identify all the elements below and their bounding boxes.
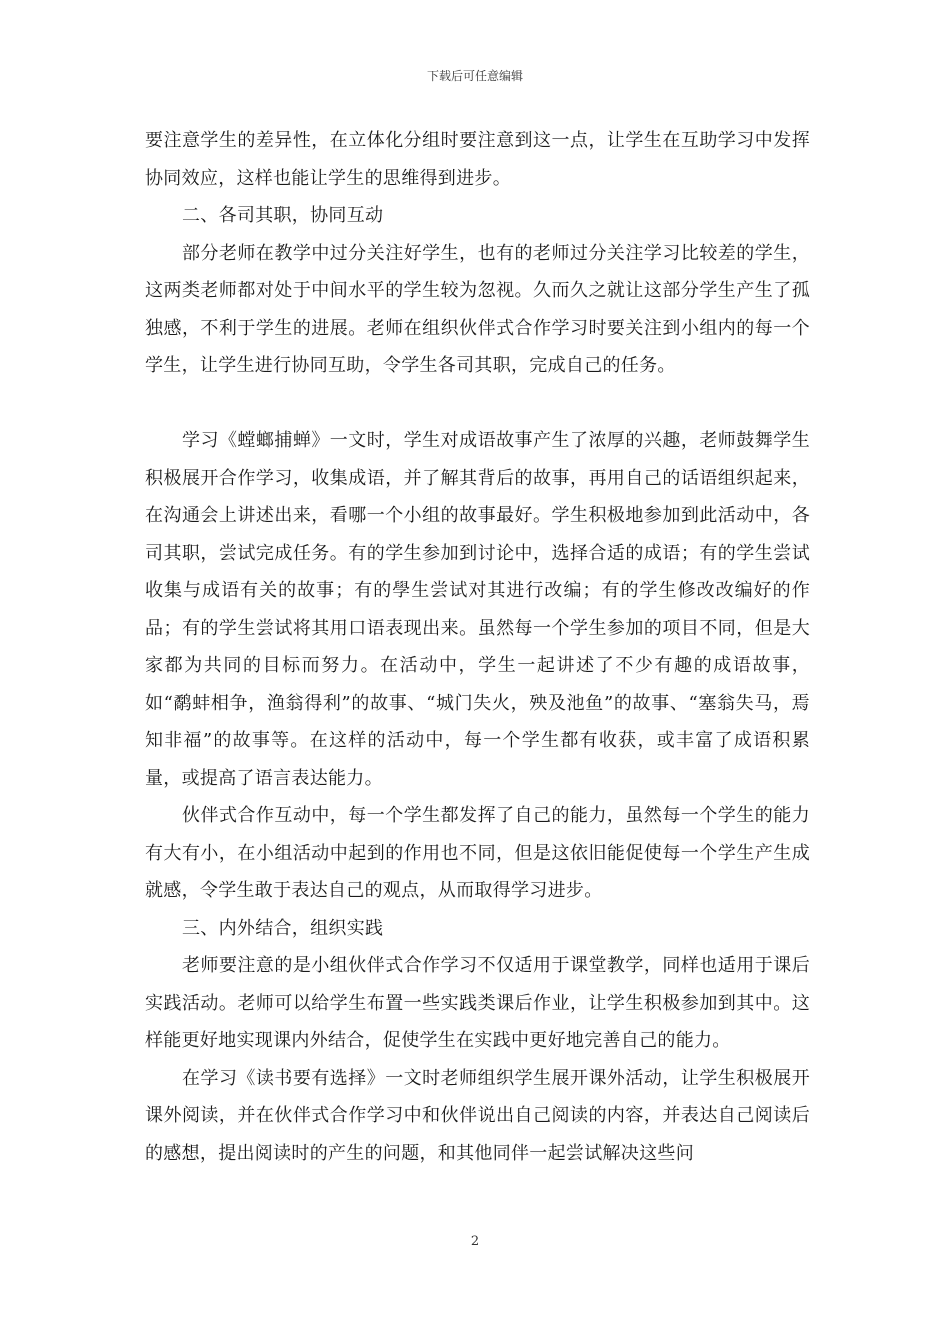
- section-heading-3: 三、内外结合，组织实践: [182, 917, 384, 939]
- page-header: 下载后可任意编辑: [426, 69, 523, 83]
- paragraph: 老师要注意的是小组伙伴式合作学习不仅适用于课堂教学，同样也适用于课后实践活动。老师可以给学生布置一些实践类课后作业，让学生积极参加到其中。这样能更好地实现课内外结合，促使学生在实践中更好地完善自己的能力。: [145, 955, 810, 1051]
- paragraph-spacer: [145, 385, 810, 423]
- paragraph-continuation: 要注意学生的差异性，在立体化分组时要注意到这一点，让学生在互助学习中发挥协同效应，这样也能让学生的思维得到进步。: [145, 130, 810, 189]
- document-body: [145, 122, 810, 1172]
- paragraph: 伙伴式合作互动中，每一个学生都发挥了自己的能力，虽然每一个学生的能力有大有小，在小组活动中起到的作用也不同，但是这依旧能促使每一个学生产生成就感，令学生敢于表达自己的观点，从而取得学习进步。: [145, 805, 810, 901]
- paragraph: 在学习《读书要有选择》一文时老师组织学生展开课外活动，让学生积极展开课外阅读，并在伙伴式合作学习中和伙伴说出自己阅读的内容，并表达自己阅读后的感想，提出阅读时的产生的问题，和其他同伴一起尝试解决这些问: [145, 1067, 810, 1164]
- section-heading-2: 二、各司其职，协同互动: [182, 205, 384, 226]
- paragraph: 部分老师在教学中过分关注好学生，也有的老师过分关注学习比较差的学生，这两类老师都对处于中间水平的学生较为忽视。久而久之就让这部分学生产生了孤独感，不利于学生的进展。老师在组织伙伴式合作学习时要关注到小组内的每一个学生，让学生进行协同互助，令学生各司其职，完成自己的任务。: [145, 242, 810, 376]
- paragraph: 学习《螳螂捕蝉》一文时，学生对成语故事产生了浓厚的兴趣，老师鼓舞学生积极展开合作学习，收集成语，并了解其背后的故事，再用自己的话语组织起来，在沟通会上讲述出来，看哪一个小组的故事最好。学生积极地参加到此活动中，各司其职，尝试完成任务。有的学生参加到讨论中，选择合适的成语；有的学生尝试收集与成语有关的故事；有的學生尝试对其进行改编；有的学生修改改编好的作品；有的学生尝试将其用口语表现出来。虽然每一个学生参加的项目不同，但是大家都为共同的目标而努力。在活动中，学生一起讲述了不少有趣的成语故事，如“鹬蚌相争，渔翁得利”的故事、“城门失火，殃及池鱼”的故事、“塞翁失马，焉知非福”的故事等。在这样的活动中，每一个学生都有收获，或丰富了成语积累量，或提高了语言表达能力。: [145, 430, 810, 789]
- page-number: 2: [470, 1234, 480, 1249]
